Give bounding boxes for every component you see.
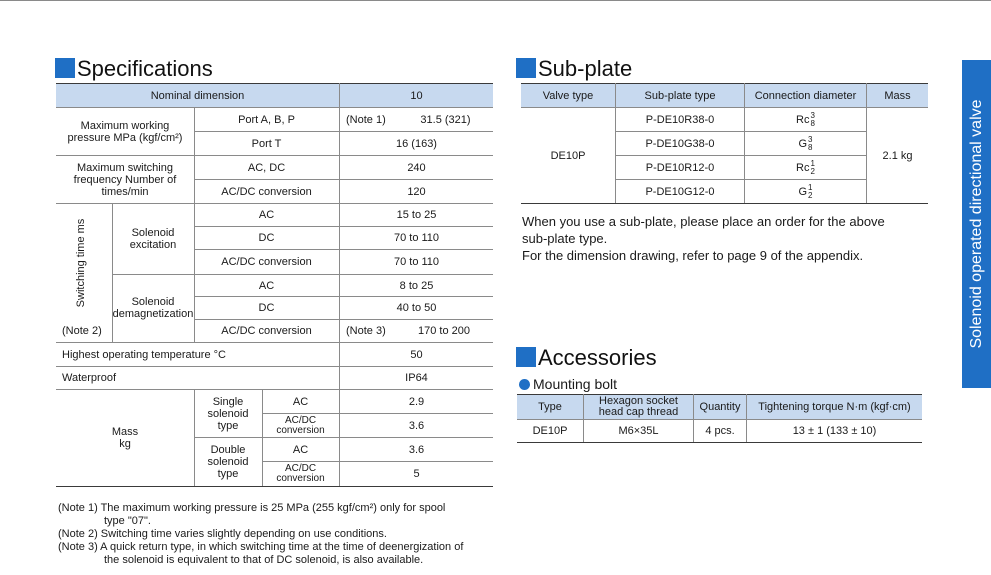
connection-diameter-cell: G 1 2	[798, 182, 813, 200]
table-rule	[517, 442, 922, 443]
note3-tag: (Note 3)	[346, 324, 386, 337]
table-rule	[693, 394, 694, 442]
mass-single-conv-label: AC/DC conversion	[276, 414, 325, 436]
table-rule	[194, 437, 493, 438]
subplate-type-cell: P-DE10R12-0	[645, 161, 715, 174]
exc-conv-label: AC/DC conversion	[221, 256, 312, 268]
table-rule	[194, 107, 195, 343]
subplate-valve-type: DE10P	[550, 149, 586, 162]
title-square-icon	[516, 58, 536, 78]
title-square-icon	[55, 58, 75, 78]
note-3: (Note 3) A quick return type, in which switching time at the time of deenergization of	[58, 541, 464, 553]
note-1-cont: type "07".	[104, 515, 151, 527]
exc-ac-label: AC	[258, 209, 275, 221]
highest-temp-label: Highest operating temperature °C	[62, 349, 226, 361]
table-rule	[194, 319, 493, 320]
subplate-type-cell: P-DE10G38-0	[645, 137, 715, 150]
accessories-header-torque: Tightening torque N·m (kgf·cm)	[747, 395, 922, 419]
port-abp-label: Port A, B, P	[238, 113, 295, 126]
table-rule	[616, 155, 866, 156]
subplate-note-line: sub-plate type.	[522, 231, 608, 246]
accessories-quantity: 4 pcs.	[705, 425, 735, 437]
table-rule	[521, 203, 928, 204]
table-rule	[56, 203, 493, 204]
waterproof-value: IP64	[405, 372, 428, 384]
table-rule	[517, 394, 922, 395]
connection-diameter-cell: Rc 1 2	[796, 158, 815, 176]
pressure-abp-value: 31.5 (321)	[420, 113, 471, 126]
subplate-header-mass: Mass	[867, 84, 928, 107]
subplate-type-cell: P-DE10G12-0	[645, 185, 715, 198]
waterproof-label: Waterproof	[62, 372, 117, 384]
double-solenoid-label: Double solenoid type	[207, 444, 249, 480]
subplate-header-type: Sub-plate type	[616, 84, 744, 107]
demag-dc-value: 40 to 50	[396, 302, 437, 314]
pressure-t-value: 16 (163)	[396, 137, 437, 150]
demag-conv-value: 170 to 200	[418, 324, 470, 337]
top-rule	[0, 0, 991, 1]
max-frequency-label: Maximum switching frequency Number of times/min	[73, 161, 177, 198]
subplate-title: Sub-plate	[516, 57, 632, 81]
note-3-cont: the solenoid is equivalent to that of DC solenoid, is also available.	[104, 554, 424, 566]
table-rule	[194, 389, 195, 486]
table-rule	[616, 179, 866, 180]
table-rule	[262, 461, 493, 462]
mass-single-ac-value: 2.9	[408, 395, 425, 408]
table-rule	[866, 83, 867, 203]
note-1: (Note 1) The maximum working pressure is 25 MPa (255 kgf/cm²) only for spool	[58, 502, 446, 514]
freq-conv-value: 120	[407, 185, 426, 198]
exc-conv-value: 70 to 110	[393, 256, 440, 268]
accessories-header-quantity: Quantity	[694, 395, 746, 419]
accessories-thread: M6×35L	[618, 425, 659, 437]
table-rule	[194, 179, 493, 180]
mass-label: Mass kg	[111, 426, 139, 450]
title-square-icon	[516, 347, 536, 367]
demag-dc-label: DC	[258, 302, 275, 314]
mass-double-ac-label: AC	[292, 443, 309, 456]
connection-diameter-cell: G 3 8	[798, 134, 813, 152]
accessories-header-type: Type	[517, 395, 583, 419]
mass-double-conv-label: AC/DC conversion	[276, 463, 325, 484]
table-rule	[616, 131, 866, 132]
specification-notes	[58, 502, 463, 567]
table-rule	[194, 226, 493, 227]
table-rule	[112, 203, 113, 343]
mass-single-conv-value: 3.6	[408, 419, 425, 432]
table-rule	[194, 249, 493, 250]
specifications-title: Specifications	[55, 57, 213, 81]
pressure-abp-note: (Note 1)	[346, 113, 386, 126]
exc-dc-value: 70 to 110	[393, 232, 440, 244]
demag-ac-value: 8 to 25	[399, 279, 434, 292]
connection-diameter-cell: Rc 3 8	[796, 110, 815, 128]
freq-acdc-value: 240	[407, 161, 426, 174]
max-pressure-label: Maximum working pressure MPa (kgf/cm²)	[67, 119, 183, 144]
table-rule	[746, 394, 747, 442]
table-rule	[194, 131, 493, 132]
excitation-label: Solenoid excitation	[129, 227, 177, 251]
side-section-tab-label: Solenoid operated directional valve	[967, 99, 985, 349]
note2-tag: (Note 2)	[62, 324, 102, 337]
note-2: (Note 2) Switching time varies slightly depending on use conditions.	[58, 528, 387, 540]
subplate-note-line: For the dimension drawing, refer to page 9 of the appendix.	[522, 248, 864, 263]
mounting-bolt-subtitle: Mounting bolt	[519, 376, 617, 392]
exc-dc-label: DC	[258, 232, 275, 244]
table-rule	[56, 155, 493, 156]
accessories-type: DE10P	[532, 425, 568, 437]
table-rule	[56, 366, 493, 367]
nominal-dimension-header: Nominal dimension	[56, 84, 339, 107]
nominal-dimension-value: 10	[340, 84, 493, 107]
highest-temp-value: 50	[410, 349, 423, 361]
table-rule	[583, 394, 584, 442]
subplate-note-line: When you use a sub-plate, please place an order for the above	[522, 214, 885, 229]
mass-single-ac-label: AC	[292, 395, 309, 408]
table-rule	[262, 413, 493, 414]
demagnetization-label: Solenoid demagnetization	[112, 296, 194, 320]
table-rule	[56, 342, 493, 343]
subplate-note	[522, 213, 885, 264]
table-rule	[615, 83, 616, 203]
exc-ac-value: 15 to 25	[396, 209, 437, 221]
table-rule	[56, 389, 493, 390]
table-rule	[262, 389, 263, 486]
table-rule	[744, 83, 745, 203]
mass-double-conv-value: 5	[413, 468, 420, 480]
accessories-title: Accessories	[516, 346, 657, 370]
freq-acdc-label: AC, DC	[247, 161, 286, 174]
switching-time-label: Switching time ms	[75, 218, 87, 308]
single-solenoid-label: Single solenoid type	[207, 395, 249, 432]
table-rule	[56, 486, 493, 487]
subplate-header-valve-type: Valve type	[521, 84, 615, 107]
accessories-torque: 13 ± 1 (133 ± 10)	[792, 425, 877, 437]
bullet-dot-icon	[519, 379, 530, 390]
table-rule	[517, 419, 922, 420]
table-rule	[56, 83, 493, 84]
freq-conv-label: AC/DC conversion	[221, 185, 312, 198]
accessories-header-thread: Hexagon socket head cap thread	[584, 395, 693, 419]
table-rule	[339, 83, 340, 486]
demag-ac-label: AC	[258, 279, 275, 292]
table-rule	[112, 274, 493, 275]
subplate-header-connection: Connection diameter	[745, 84, 866, 107]
subplate-mass: 2.1 kg	[882, 149, 913, 162]
table-rule	[56, 107, 493, 108]
side-section-tab	[962, 60, 991, 388]
demag-conv-label: AC/DC conversion	[221, 324, 312, 337]
mass-double-ac-value: 3.6	[408, 443, 425, 456]
subplate-type-cell: P-DE10R38-0	[645, 113, 715, 126]
table-rule	[194, 296, 493, 297]
port-t-label: Port T	[251, 137, 282, 150]
